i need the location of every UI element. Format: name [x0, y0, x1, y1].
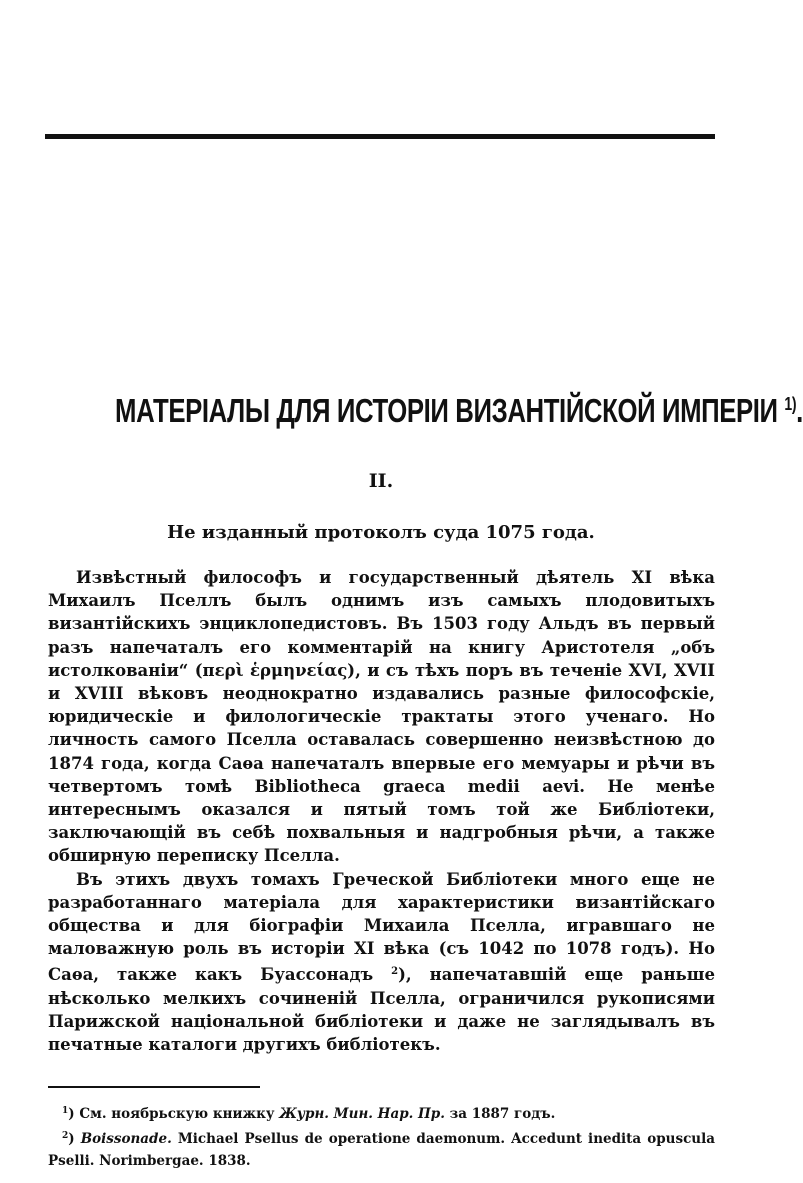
body-text — [48, 566, 715, 1056]
footnote-2: $^2$) Boissonade. Michael Psellus de operatione daemonum. Accedunt inedita opuscula Pselli. Norimbergae. 1838. — [48, 1131, 715, 1169]
paragraph-2-part-1: Въ этихъ двухъ томахъ Греческой Библіотеки много еще не разработаннаго матеріала для характеристики византійскаго общества и для біографіи Михаила Пселла, игравшаго не маловажную роль въ исторіи XI вѣка (съ 1042 по 1078 годъ). Но Саѳа, также какъ Буассонадъ — [48, 869, 715, 985]
section-subtitle: Не изданный протоколъ суда 1075 года. — [167, 522, 595, 543]
article-title-text: МАТЕРІАЛЫ ДЛЯ ИСТОРІИ ВИЗАНТІЙСКОЙ ИМПЕРІИ — [115, 392, 778, 429]
footnote-1-journal: Журн. Мин. Нар. Пр. — [279, 1106, 445, 1122]
footnote-ref-2[interactable]: 2 — [391, 966, 399, 978]
title-period: . — [796, 392, 803, 429]
footnote-1-mark: 1 — [62, 1106, 69, 1116]
title-footnote-ref[interactable]: 1) — [784, 394, 797, 414]
footnote-1-year: за 1887 годъ. — [444, 1106, 556, 1122]
footnote-2-author: Boissonade. — [80, 1131, 172, 1147]
footnote-rule — [48, 1086, 260, 1088]
footnote-2-text: Michael Psellus de operatione daemonum. Accedunt inedita opuscula Pselli. Norimbergae. 1838. — [48, 1131, 715, 1169]
paragraph-2 — [48, 868, 715, 1057]
article-title — [115, 392, 803, 430]
footnote-2-mark: 2 — [62, 1131, 69, 1141]
footnote-1 — [48, 1100, 715, 1125]
paragraph-2-part-2: ), напечатавшій еще раньше нѣсколько мелкихъ сочиненій Пселла, ограничился рукописями Парижской національной библіотеки и даже не заглядывалъ въ печатные каталоги другихъ библіотекъ. — [48, 965, 715, 1055]
section-number: II. — [368, 470, 394, 492]
footnote-1-text: ) См. ноябрьскую книжку — [68, 1106, 280, 1122]
header-rule — [45, 134, 715, 139]
paragraph-1: Извѣстный философъ и государственный дѣятель XI вѣка Михаилъ Пселлъ былъ однимъ изъ самыхъ плодовитыхъ византійскихъ энциклопедистовъ. Въ 1503 году Альдъ въ первый разъ напечаталъ его комментарій на книгу Аристотеля „объ истолкованіи“ (περὶ ἑρμηνείας), и съ тѣхъ поръ въ теченіе XVI, XVII и XVIII вѣковъ неоднократно издавались разные философскіе, юридическіе и филологическіе трактаты этого ученаго. Но личность самого Пселла оставалась совершенно неизвѣстною до 1874 года, когда Саѳа напечаталъ впервые его мемуары и рѣчи въ четвертомъ томѣ Bibliotheca graeca medii aevi. Не менѣе интереснымъ оказался и пятый томъ той же Библіотеки, заключающій въ себѣ похвальныя и надгробныя рѣчи, а также обширную переписку Пселла. — [48, 568, 715, 866]
footnotes — [48, 1100, 715, 1172]
